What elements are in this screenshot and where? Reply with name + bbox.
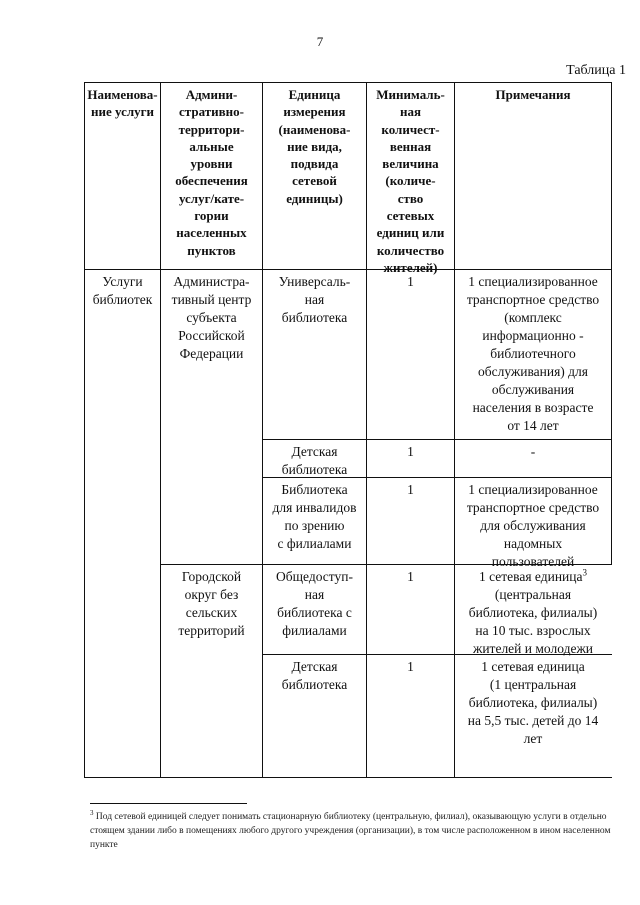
level-admin-center: Администра- тивный центр субъекта Российской Федерации <box>171 274 252 361</box>
note-children-library: - <box>530 444 536 459</box>
header-notes: Примечания <box>495 87 571 102</box>
level-city-district: Городской округ без сельских территорий <box>178 569 245 638</box>
note-blind-library: 1 специализированное транспортное средство для обслуживания надомных пользователей <box>466 482 600 569</box>
min-universal-library: 1 <box>407 274 414 289</box>
service-name: Услуги библиотек <box>92 274 153 307</box>
header-admin-level: Админи- стративно- территори- альные уровни обеспечения услуг/кате- гории населенных пунктов <box>175 87 248 258</box>
header-bottom-line <box>84 269 612 270</box>
table-border-left <box>84 82 85 778</box>
min-children-library-city: 1 <box>407 659 414 674</box>
table-caption: Таблица 1 <box>566 63 626 78</box>
table-border-top <box>84 82 612 83</box>
unit-children-library-city: Детская библиотека <box>281 659 348 692</box>
table-border-bottom <box>84 777 612 778</box>
unit-children-library: Детская библиотека <box>281 444 348 477</box>
footnote-rule <box>90 803 247 804</box>
unit-universal-library: Универсаль- ная библиотека <box>278 274 351 325</box>
header-unit: Единица измерения (наименова- ние вида, подвида сетевой единицы) <box>278 87 351 206</box>
footnote-ref: 3 <box>582 567 587 578</box>
min-public-library: 1 <box>407 569 414 584</box>
note-public-library-lead: 1 сетевая единица <box>478 569 583 584</box>
unit-blind-library: Библиотека для инвалидов по зрению с филиалами <box>272 482 357 551</box>
header-service: Наименова- ние услуги <box>87 87 158 120</box>
unit-public-library: Общедоступ- ная библиотека с филиалами <box>276 569 353 638</box>
footnote <box>90 810 630 852</box>
min-blind-library: 1 <box>407 482 414 497</box>
note-universal-library: 1 специализированное транспортное средство (комплекс информационно - библиотечного обслуживания) для обслуживания населения в возрасте от 14 лет <box>466 274 600 433</box>
footnote-marker: 3 <box>90 808 94 817</box>
page-number: 7 <box>316 34 324 49</box>
header-min-value: Минималь- ная количест- венная величина (количе- ство сетевых единиц или количество жителей) <box>376 87 445 275</box>
note-public-library-rest: (центральная библиотека, филиалы) на 10 тыс. взрослых жителей и молодежи <box>468 587 598 656</box>
table-border-right <box>611 82 612 564</box>
services-table <box>84 82 612 778</box>
footnote-text: Под сетевой единицей следует понимать стационарную библиотеку (центральную, филиал), оказывающую услуги в отдельно стоящем здании либо в помещениях любого другого учреждения (организации), в том числе расположенном в ином населенном пункте <box>90 812 611 850</box>
note-children-library-city: 1 сетевая единица (1 центральная библиотека, филиалы) на 5,5 тыс. детей до 14 лет <box>467 659 599 746</box>
min-children-library: 1 <box>407 444 414 459</box>
row-line-1 <box>262 439 612 440</box>
note-public-library <box>455 568 611 658</box>
